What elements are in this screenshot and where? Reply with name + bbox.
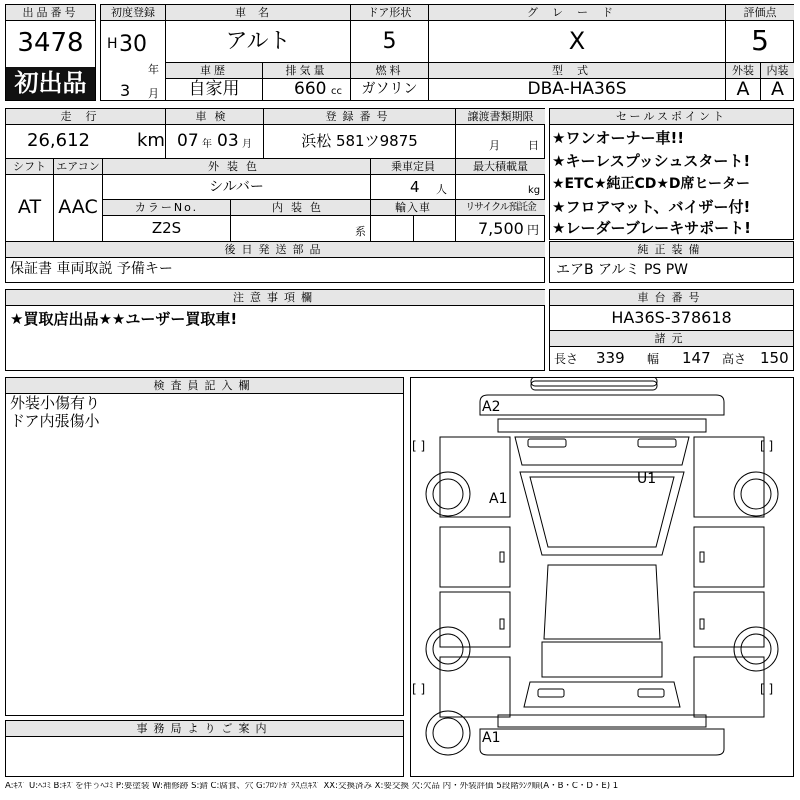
diagram-mark-a1-rear: A1 (482, 730, 501, 746)
sales-point-5: ★レーダーブレーキサポート! (552, 219, 751, 237)
color-no: Z2S (151, 219, 182, 237)
interior-grade: A (771, 78, 784, 100)
inspection-year-unit: 年 (202, 139, 212, 150)
interior-label: 内装 (761, 63, 794, 78)
model: DBA-HA36S (527, 79, 627, 99)
history-label: 車歴 (166, 63, 262, 78)
diagram-bracket-bl: [ ] (412, 682, 426, 696)
diagram-bracket-tl: [ ] (412, 439, 426, 453)
later-parts: 保証書 車両取説 予備キー (10, 261, 173, 277)
displacement-label: 排気量 (263, 63, 350, 78)
first-listing-badge: 初出品 (6, 67, 95, 100)
era-prefix: H (107, 36, 118, 52)
length: 339 (596, 349, 625, 367)
recycle-label: リサイクル預託金 (456, 200, 545, 215)
shift-label: シフト (6, 159, 53, 174)
width: 147 (682, 349, 711, 367)
inspector-title: 検査員記入欄 (6, 378, 403, 393)
max-load-unit: kg (528, 185, 541, 196)
transfer-month-unit: 月 (489, 139, 500, 152)
inspector-line-2: ドア内張傷小 (10, 412, 100, 430)
ac: AAC (58, 196, 98, 218)
reg-year-unit: 年 (148, 63, 159, 76)
inspection-month: 03 (217, 131, 239, 151)
displacement-unit: cc (331, 86, 342, 97)
grade: X (568, 27, 586, 55)
specs-title: 諸元 (550, 331, 793, 346)
diagram-mark-a1-side: A1 (489, 491, 508, 507)
sales-points-title: セールスポイント (550, 109, 793, 124)
reg-year: 30 (119, 32, 147, 57)
int-color-unit: 系 (355, 225, 366, 238)
height-label: 高さ (722, 352, 747, 366)
notes-title: 注意事項欄 (6, 290, 545, 305)
doors: 5 (382, 29, 397, 54)
inspection-year: 07 (177, 131, 199, 151)
inspector-line-1: 外装小傷有り (10, 394, 101, 412)
transfer-label: 譲渡書類期限 (456, 109, 545, 124)
int-color-label: 内装色 (231, 200, 370, 215)
inspection-label: 車検 (166, 109, 263, 124)
doors-label: ドア形状 (351, 5, 428, 20)
mileage: 26,612 (27, 130, 90, 151)
sales-point-3: ★ETC★純正CD★D席ヒーター (552, 176, 750, 192)
first-reg-label: 初度登録 (101, 5, 165, 20)
fuel-label: 燃料 (351, 63, 428, 78)
car-name: アルト (225, 29, 291, 54)
ext-color: シルバー (209, 179, 264, 195)
diagram-bracket-br: [ ] (760, 682, 774, 696)
sales-point-4: ★フロアマット、バイザー付! (552, 198, 751, 216)
chassis-value: HA36S-378618 (611, 308, 732, 327)
grade-label: グレード (429, 5, 725, 20)
model-label: 型式 (429, 63, 725, 78)
car-name-label: 車名 (166, 5, 350, 20)
reg-month-unit: 月 (148, 87, 159, 100)
lot-number: 3478 (17, 28, 84, 58)
diagram-mark-u1: U1 (637, 471, 657, 487)
max-load-label: 最大積載量 (456, 159, 545, 174)
office-title: 事務局よりご案内 (6, 721, 403, 736)
lot-number-label: 出品番号 (6, 5, 95, 20)
inspection-month-unit: 月 (242, 139, 252, 150)
ac-label: エアコン (54, 159, 102, 174)
score: 5 (751, 24, 769, 57)
history: 自家用 (188, 79, 240, 99)
diagram-bracket-tr: [ ] (760, 439, 774, 453)
equipment-title: 純正装備 (550, 242, 793, 257)
exterior-label: 外装 (726, 63, 760, 78)
chassis-title: 車台番号 (550, 290, 793, 305)
recycle: 7,500 (478, 219, 524, 238)
capacity: 4 (410, 178, 420, 196)
fuel: ガソリン (361, 81, 418, 97)
equipment-value: エアB アルミ PS PW (556, 262, 689, 278)
later-parts-label: 後日発送部品 (6, 242, 545, 257)
capacity-label: 乗車定員 (371, 159, 455, 174)
sales-point-2: ★キーレスプッシュスタート! (552, 152, 751, 170)
recycle-unit: 円 (527, 223, 540, 237)
reg-no: 浜松 581ツ9875 (301, 132, 418, 150)
length-label: 長さ (554, 352, 579, 366)
exterior-grade: A (736, 78, 750, 100)
mileage-unit: km (137, 130, 165, 151)
mileage-label: 走行 (6, 109, 165, 124)
reg-month: 3 (120, 81, 131, 100)
import-label: 輸入車 (371, 200, 455, 215)
width-label: 幅 (647, 352, 660, 366)
height: 150 (760, 349, 789, 367)
notes-value: ★買取店出品★★ユーザー買取車! (10, 310, 238, 328)
legend: A:ｷｽﾞ U:ﾍｺﾐ B:ｷｽﾞを伴うﾍｺﾐ P:要塗装 W:補修跡 S:錆 C:腐食、穴 G:ﾌﾛﾝﾄｶﾞﾗｽ点ｷｽﾞ XX:交換済み X:要交換 欠:欠品 内・外装評価 5段階ﾗﾝｸ順(A・B・C・D・E) 1 (5, 782, 619, 791)
car-diagram (410, 377, 794, 777)
sales-point-1: ★ワンオーナー車!! (552, 129, 685, 147)
diagram-mark-a2: A2 (482, 399, 501, 415)
shift: AT (17, 196, 42, 218)
reg-no-label: 登録番号 (264, 109, 455, 124)
score-label: 評価点 (726, 5, 794, 20)
color-no-label: カラーNo. (103, 200, 230, 215)
ext-color-label: 外装色 (103, 159, 370, 174)
transfer-day-unit: 日 (528, 139, 539, 152)
capacity-unit: 人 (436, 183, 447, 196)
displacement: 660 (294, 79, 327, 99)
